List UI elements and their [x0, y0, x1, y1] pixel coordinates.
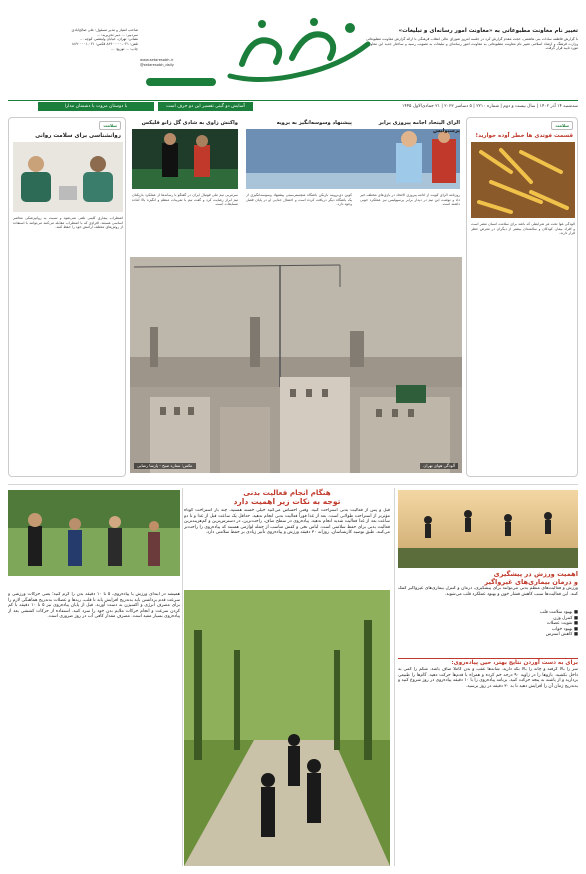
dateline-text: سه‌شنبه ۱۴ آذر ۱۴۰۲ | سال بیست و دوم | شماره ۲۲۱۰ | ۵ دسامبر ۲۰۲۳ | ۲۱ جمادی‌الاول ۱۴۴۵ [401, 104, 578, 109]
bullet-item: ■ کنترل وزن [553, 615, 578, 621]
article-title[interactable]: پیشنهاد وسوسه‌انگیز به برویه [276, 120, 352, 126]
article-title[interactable]: واکنش زاوی به شادی گل زانو فلیکس [141, 120, 238, 126]
logo-mark [222, 14, 374, 94]
jumping-photo [398, 490, 578, 568]
right-mid-title-2[interactable]: و درمان بیماری‌های غیرواگیر [484, 578, 578, 586]
photo-caption: آلودگی هوای تهران [420, 463, 458, 469]
divider [182, 488, 183, 866]
column-health-left [8, 117, 126, 477]
right-mid-body: ورزش و فعالیت‌های منظم بدنی می‌توانند برای پیشگیری، درمان و کنترل بیماری‌های غیرواگیر کمک کنند. این فعالیت‌ها سبب کاهش فشار خون و بهبود عملکرد قلب می‌شوند. [398, 586, 578, 597]
column-health-right [466, 117, 578, 477]
mid-article-body: قبل و پس از فعالیت بدنی استراحت کنید. وقتی احساس می‌کنید خیلی خسته هستید، چند بار استراحت کوتاه مؤثرتر از استراحت طولانی است. بعد از غذا فوراً فعالیت بدنی انجام ندهید. حداقل یک ساعت قبل از غذا و تا دو ساعت بعد از غذا فعالیت شدید انجام ندهید. پیاده‌روی در سطح صاف، راحت‌ترین، در دسترس‌ترین و کم‌هزینه‌ترین فعالیت بدنی برای حفظ سلامتی است. لباس نخی و کفش مناسب از جمله لوازمی هستند که پیاده‌روی را راحت‌تر می‌کنند. طبق توصیه کارشناسان، روزانه ۳۰ دقیقه ورزش و پیاده‌روی تأثیر زیادی بر حفظ سلامتی دارد. [184, 508, 390, 536]
left-web [140, 58, 220, 67]
bullet-text: تقویت عضلات [546, 621, 573, 627]
fries-photo [471, 142, 575, 218]
column-coach [130, 117, 240, 253]
article-title[interactable]: روانشناسی برای سلامت روانی [35, 133, 121, 139]
tips-title[interactable]: برای به دست آوردن نتایج بهتر، حین پیاده‌روی: [451, 660, 578, 666]
right-notice [366, 28, 578, 85]
photo-credit: عکس: ستاره صبح - پارسا رضایی [134, 463, 196, 469]
bullet-text: کنترل وزن [553, 615, 573, 621]
right-mid-bullets [398, 610, 578, 638]
mid-article-title-1[interactable]: هنگام انجام فعالیت بدنی [243, 488, 331, 497]
left-info-line: چاپ: ... توزیع: ... [111, 46, 138, 51]
top-row [8, 117, 578, 483]
article-body: کوین دی‌بروینه بازیکن باشگاه منچسترسیتی پیشنهاد وسوسه‌انگیزی از یک باشگاه دیگر دریافت کرده است و احتمال جدایی او در پایان فصل وجود دارد. [246, 193, 352, 207]
mid-article [184, 488, 390, 576]
right-mid-article [398, 570, 578, 656]
right-notice-title: تغییر نام معاونت مطبوعاتی به «معاونت امور رسانه‌ای و تبلیغات» [398, 28, 578, 34]
bullet-item: ■ بهبود خواب [551, 626, 578, 632]
divider [394, 488, 395, 866]
article-body: سرمربی تیم ملی فوتبال ایران در گفتگو با رسانه‌ها از عملکرد بازیکنان تیم ابراز رضایت کرد و گفت تیم با تمرینات منظم و انگیزه بالا آماده مسابقات است. [132, 193, 238, 207]
divider [8, 484, 578, 485]
mid-article-title-2[interactable]: توجه به نکات زیر اهمیت دارد [233, 497, 341, 506]
masthead [0, 0, 586, 100]
left-info-line: سردبیر: ... دبیر تحریریه: ... [96, 32, 138, 37]
park-exercise-photo [8, 490, 180, 576]
left-info-line: تلفن: ۰۲۱-۸۸۹۰۰۰۰۰ فکس: ۰۲۱-۸۸۹۰۰۰۰۱ [72, 42, 138, 47]
logo [222, 14, 374, 94]
main-photo [130, 257, 462, 473]
article-title[interactable]: الرای الیتحاد اجامه پیروزی برابر پرسپولیس [378, 120, 460, 134]
bullet-text: کاهش استرس [545, 632, 573, 638]
bottom-left-article [8, 592, 180, 866]
article-body: آلودگی هوا تحت هر شرایطی که باشد برای سلامت انسان مضر است و افراد بیمار، کودکان و سالمندان بیشتر از دیگران در معرض خطر قرار دارند. [471, 222, 575, 236]
right-mid-title-1[interactable]: اهمیت ورزش در پیشگیری [493, 570, 578, 578]
dateline-bar [8, 100, 578, 111]
article-body: روزنامه الرای کویت از ادامه پیروزی الاتحاد در بازی‌های مختلف خبر داد و نوشت این تیم در دیدار برابر پرسپولیس نیز عملکرد خوبی داشته است. [360, 193, 460, 207]
walking-photo [184, 590, 390, 866]
therapy-photo [13, 142, 123, 212]
bullet-text: بهبود سلامت قلب [540, 610, 573, 615]
tagline-2: با دوستان مروت با دشمنان مدارا [38, 102, 154, 111]
section-label: سلامت [99, 121, 121, 130]
column-persepolis [358, 117, 462, 253]
tips-body: سر را بالا گرفته و چانه را بالا نگه دارید. شانه‌ها عقب و بدن کاملاً صاف باشد. شکم را کمی به داخل بکشید. بازوها را در زاویه ۹۰ درجه خم کرده و همراه با قدم‌ها حرکت دهید. گام‌ها را طبیعی بردارید و از پاشنه به پنجه حرکت کنید. برنامه پیاده‌روی را با ۱۰ دقیقه پیاده‌روی در روز شروع کنید و به‌تدریج زمان آن را افزایش دهید تا به ۳۰ دقیقه در روز برسید. [398, 667, 578, 689]
section-label: سلامت [551, 121, 573, 130]
tagline: آسایش دو گیتی تفسیر این دو حرف است [158, 102, 253, 111]
green-pill [146, 78, 216, 86]
article-title[interactable]: قسمت فوتدی ها خطر آوده خوارید! [475, 133, 573, 139]
right-notice-body: با گزارش فاطمه سادات بنی هاشمی، حجت مقدم گزارش کرد در جلسه امروز شورای عالی انقلاب فرهنگی با ارائه گزارش معاونت مطبوعاتی وزارت فرهنگ و ارشاد اسلامی تغییر نام معاونت مطبوعاتی به معاونت امور رسانه‌ای و تبلیغات به تصویب رسید و ساختار جدید این معاونت مورد تایید قرار گرفت. [366, 37, 578, 51]
bottom-left-body: همیشه در ابتدای ورزش یا پیاده‌روی، ۵ تا ۱۰ دقیقه بدن را گرم کنید؛ یعنی حرکات ورزشی و سرعت قدم برداشتن باید به‌تدریج افزایش یابد تا قلب، ریه‌ها و عضلات به‌تدریج هماهنگی لازم را برای مصرف انرژی و اکسیژن به دست آورند. قبل از پایان پیاده‌روی نیز ۵ تا ۱۰ دقیقه با کم کردن سرعت و انجام حرکات ملایم بدن خود را سرد کنید. استفاده از حرکات کششی بعد از پیاده‌روی بسیار مفید است. مصرف مقدار کافی آب در روز ضروری است. [8, 592, 180, 620]
left-info-line: صاحب امتیاز و مدیر مسئول: علی صالح‌آبادی [71, 28, 138, 32]
bullet-item: ■ بهبود سلامت قلب [540, 610, 578, 615]
social-handle[interactable]: @setaresobh_daily [140, 62, 174, 67]
bullet-item: ■ تقویت عضلات [546, 621, 578, 627]
bullet-item: ■ کاهش استرس [545, 632, 578, 638]
left-info [8, 28, 138, 52]
coach-photo [132, 129, 238, 189]
article-body: اضطراب بیماری کلینی تلقی نمی‌شود و نسبت به روانپزشکی معاصر اساسی هستند. افرادی که با اضطراب مقابله می‌کنند می‌توانند با استفاده از روش‌های مختلف آرامش خود را حفظ کنند. [13, 216, 123, 230]
website-link[interactable]: www.setaresobh.ir [140, 58, 174, 62]
bullet-text: بهبود خواب [551, 626, 573, 632]
bottom-right-tips [398, 658, 578, 866]
left-info-line: نشانی: تهران، خیابان ولیعصر، کوچه ... [80, 37, 138, 42]
